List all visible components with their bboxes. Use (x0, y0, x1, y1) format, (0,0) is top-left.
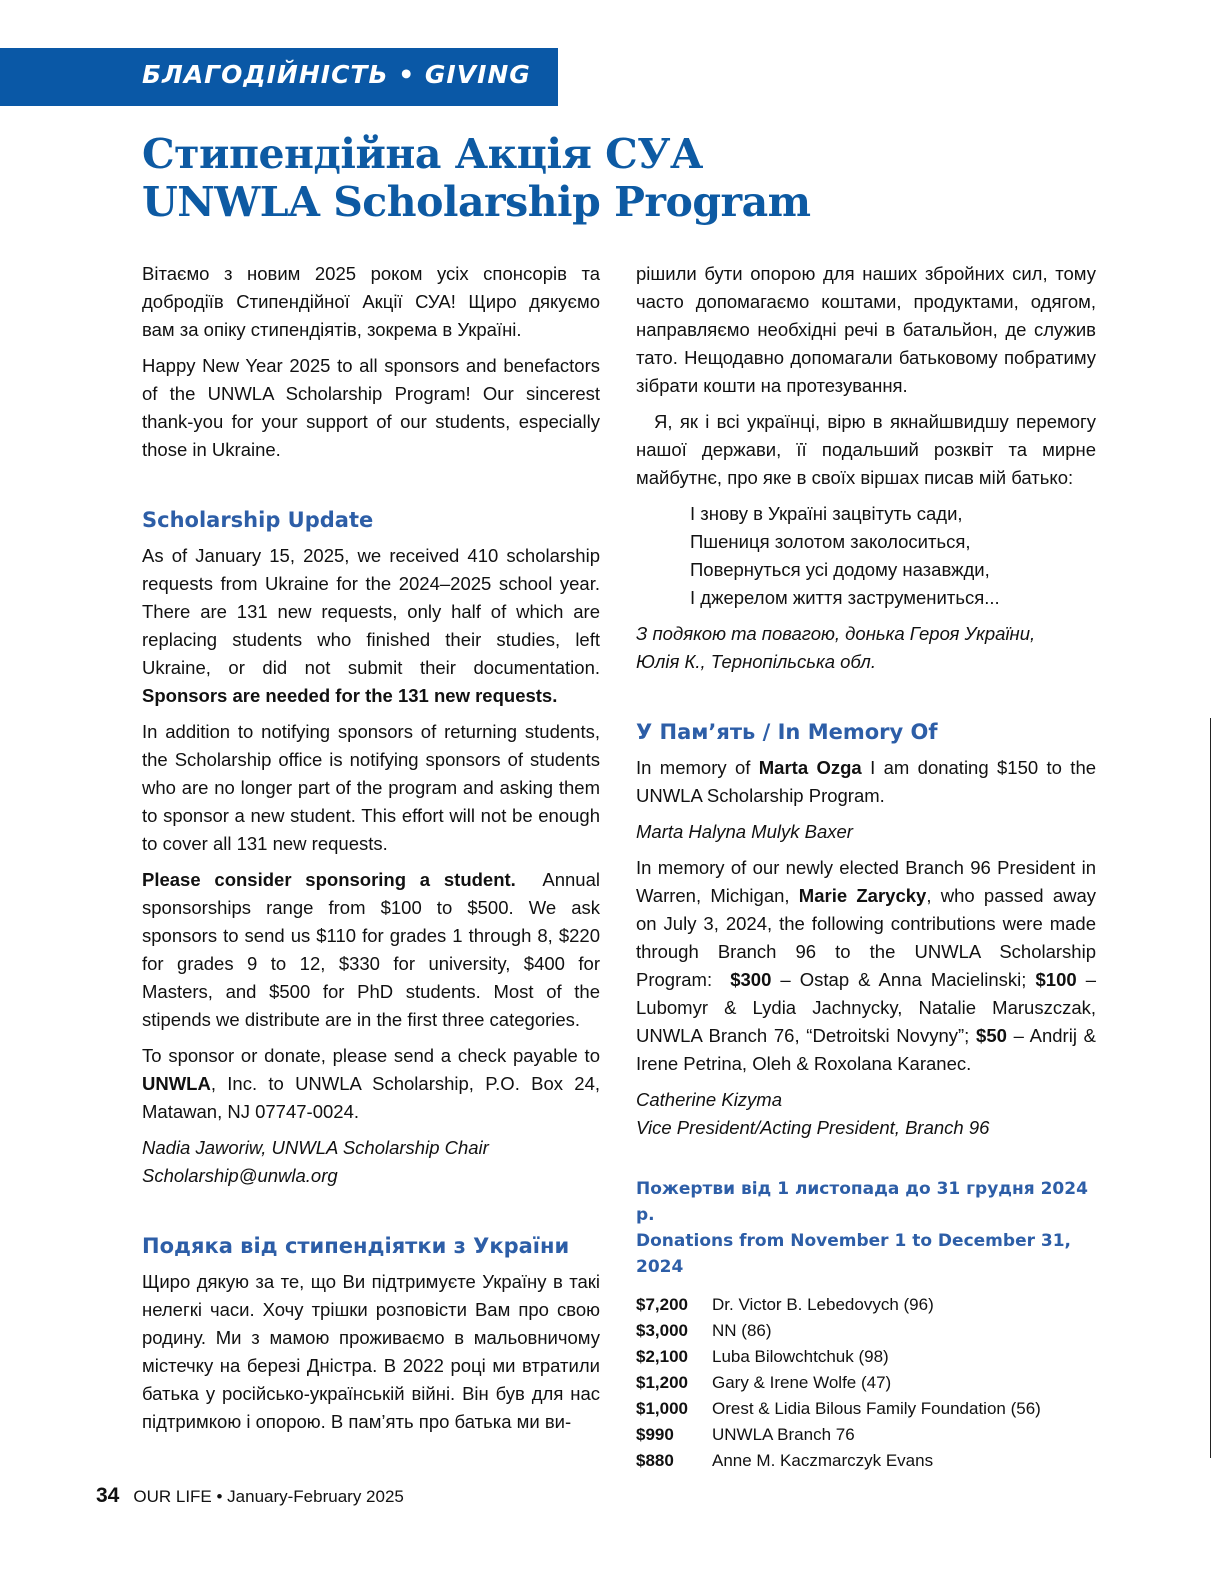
student-thanks-heading: Подяка від стипендіятки з України (142, 1234, 570, 1258)
donation-row: $880 Anne M. Kaczmarczyk Evans (636, 1451, 934, 1470)
memory-paragraph-2: In memory of our newly elected Branch 96 President in Warren, Michigan, Marie Zarycky, who passed away on July 3, 2024, the following contributions were made through Branch 96 to the UNWLA Scholarship Program: $300 – Ostap & Anna Macielinski; $100 – Lubomyr & Lydia Jachnycky, Natalie Maruszczak, UNWLA Branch 76, “Detroitski Novyny”; $50 – Andrij & Irene Petrina, Oleh & Roxolana Karanec. (636, 857, 1097, 1074)
right-column (636, 260, 1096, 1474)
page-title (142, 130, 811, 226)
thanks-paragraph-2: Я, як і всі українці, вірю в якнайшвидшу перемогу нашої держави, її подальший розквіт та мирне майбутнє, про яке в своїх віршах писав мій батько: (636, 411, 1096, 488)
section-label: БЛАГОДІЙНІСТЬ • GIVING (142, 60, 531, 89)
page-footer (96, 1484, 404, 1508)
donation-row: $1,000 Orest & Lidia Bilous Family Foundation (56) (636, 1399, 1041, 1418)
title-ukrainian: Стипендійна Акція СУА (142, 130, 703, 178)
thanks-paragraph-1: Щиро дякую за те, що Ви підтримуєте Україну в такі нелегкі часи. Хочу трішки розповісти Вам про свою родину. Ми з мамою проживаємо в мальовничому містечку на березі Дністра. В 2022 році ми втратили батька у російсько-українській війні. Він був для нас підтримкою і опорою. В пам’ять про батька ми ви- (142, 1271, 600, 1432)
column-rule (1210, 718, 1211, 1458)
section-banner (0, 48, 558, 106)
poem-line: І знову в Україні зацвітуть сади, (690, 503, 963, 524)
donation-row: $2,100 Luba Bilowchtchuk (98) (636, 1347, 889, 1366)
donations-heading: Пожертви від 1 листопада до 31 грудня 2024 р. Donations from November 1 to December 31, 2024 (636, 1179, 1088, 1277)
footer-publication: OUR LIFE • January-February 2025 (133, 1487, 404, 1506)
title-english: UNWLA Scholarship Program (142, 178, 811, 226)
donation-row: $7,200 Dr. Victor B. Lebedovych (96) (636, 1295, 934, 1314)
intro-ukrainian: Вітаємо з новим 2025 роком усіх спонсорів та добродіїв Стипендійної Акції СУА! Щиро дякуємо вам за опіку стипендіятів, зокрема в Україні. (142, 263, 600, 340)
intro-english: Happy New Year 2025 to all sponsors and benefactors of the UNWLA Scholarship Program! Our sincerest thank-you for your support of our students, especially those in Ukraine. (142, 355, 600, 460)
student-signature: З подякою та повагою, донька Героя України, Юлія К., Тернопільська обл. (636, 623, 1036, 672)
update-paragraph-2: In addition to notifying sponsors of returning students, the Scholarship office is notifying sponsors of students who are no longer part of the program and asking them to sponsor a new student. This effort will not be enough to cover all 131 new requests. (142, 721, 600, 854)
scholarship-update-heading: Scholarship Update (142, 508, 374, 532)
in-memory-heading: У Пам’ять / In Memory Of (636, 720, 938, 744)
update-paragraph-1: As of January 15, 2025, we received 410 scholarship requests from Ukraine for the 2024–2025 school year. There are 131 new requests, only half of which are replacing students who finished their studies, left Ukraine, or did not submit their documentation. Sponsors are needed for the 131 new requests. (142, 545, 600, 706)
poem-line: Пшениця золотом заколоситься, (690, 531, 971, 552)
poem-line: І джерелом життя заструмениться... (690, 587, 1000, 608)
poem (690, 500, 1096, 612)
left-column (142, 260, 600, 1444)
poem-line: Повернуться усі додому назавжди, (690, 559, 990, 580)
donation-row: $1,200 Gary & Irene Wolfe (47) (636, 1373, 892, 1392)
scholarship-email-link[interactable]: Scholarship@unwla.org (142, 1165, 338, 1186)
thanks-continuation: рішили бути опорою для наших збройних сил, тому часто допомагаємо коштами, продуктами, одягом, направляємо необхідні речі в батальйон, де служив тато. Нещодавно допомагали батьковому побратиму зібрати кошти на протезування. (636, 263, 1096, 396)
donation-row: $990 UNWLA Branch 76 (636, 1425, 855, 1444)
update-paragraph-4: To sponsor or donate, please send a check payable to UNWLA, Inc. to UNWLA Scholarship, P.O. Box 24, Matawan, NJ 07747-0024. (142, 1045, 600, 1122)
page-number: 34 (96, 1484, 120, 1507)
chair-signature: Nadia Jaworiw, UNWLA Scholarship Chair Scholarship@unwla.org (142, 1137, 489, 1186)
update-paragraph-3: Please consider sponsoring a student. Annual sponsorships range from $100 to $500. We ask sponsors to send us $110 for grades 1 through 8, $220 for grades 9 to 12, $330 for university, $400 for Masters, and $500 for PhD students. Most of the stipends we distribute are in the first three categories. (142, 869, 600, 1030)
memory-signature-1: Marta Halyna Mulyk Baxer (636, 821, 853, 842)
memory-paragraph-1: In memory of Marta Ozga I am donating $150 to the UNWLA Scholarship Program. (636, 757, 1097, 806)
donations-list (636, 1292, 1096, 1474)
donation-row: $3,000 NN (86) (636, 1321, 772, 1340)
memory-signature-2: Catherine Kizyma Vice President/Acting President, Branch 96 (636, 1089, 990, 1138)
